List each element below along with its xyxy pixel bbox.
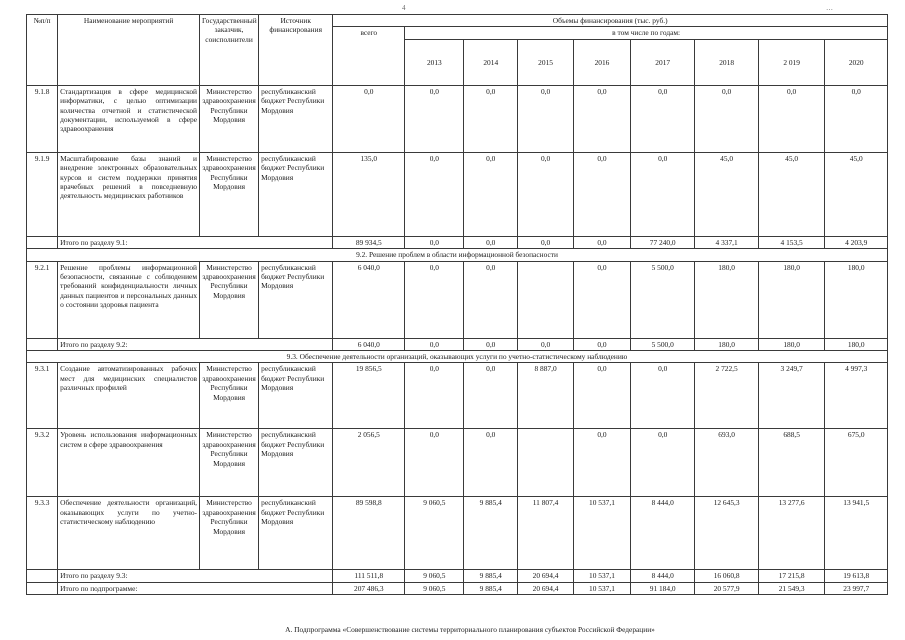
total-value: 111 511,8 bbox=[333, 570, 405, 582]
value-year: 0,0 bbox=[405, 85, 464, 152]
header-year: 2020 bbox=[825, 39, 888, 85]
total-value: 16 060,8 bbox=[695, 570, 758, 582]
header-year: 2014 bbox=[464, 39, 518, 85]
row-customer: Министерство здравоохранения Республики Мордовия bbox=[200, 429, 259, 497]
row-customer: Министерство здравоохранения Республики Мордовия bbox=[200, 152, 259, 236]
row-source: республиканский бюджет Республики Мордовия bbox=[259, 85, 333, 152]
row-source: республиканский бюджет Республики Мордовия bbox=[259, 152, 333, 236]
row-customer: Министерство здравоохранения Республики Мордовия bbox=[200, 261, 259, 338]
value-year: 0,0 bbox=[630, 152, 694, 236]
value-year: 0,0 bbox=[518, 85, 574, 152]
total-value: 20 577,9 bbox=[695, 582, 758, 594]
value-year: 12 645,3 bbox=[695, 497, 758, 570]
row-num: 9.3.2 bbox=[27, 429, 58, 497]
value-year: 11 807,4 bbox=[518, 497, 574, 570]
value-year: 0,0 bbox=[405, 152, 464, 236]
header-year: 2013 bbox=[405, 39, 464, 85]
header-year: 2017 bbox=[630, 39, 694, 85]
total-value: 180,0 bbox=[758, 338, 825, 350]
row-customer: Министерство здравоохранения Республики Мордовия bbox=[200, 497, 259, 570]
total-value: 0,0 bbox=[518, 338, 574, 350]
total-value: 207 486,3 bbox=[333, 582, 405, 594]
total-value: 9 060,5 bbox=[405, 570, 464, 582]
header-year: 2 019 bbox=[758, 39, 825, 85]
row-customer: Министерство здравоохранения Республики Мордовия bbox=[200, 363, 259, 429]
total-value: 89 934,5 bbox=[333, 236, 405, 248]
total-label: Итого по разделу 9.1: bbox=[58, 236, 333, 248]
total-value: 9 885,4 bbox=[464, 582, 518, 594]
total-value: 9 885,4 bbox=[464, 570, 518, 582]
subprogram-title: А. Подпрограмма «Совершенствование системы территориального планирования субъектов Российской Федерации» bbox=[285, 625, 655, 634]
value-year: 0,0 bbox=[574, 363, 631, 429]
value-year bbox=[518, 261, 574, 338]
total-row bbox=[27, 582, 888, 594]
total-row bbox=[27, 570, 888, 582]
value-year: 0,0 bbox=[695, 85, 758, 152]
value-year: 4 997,3 bbox=[825, 363, 888, 429]
total-value: 10 537,1 bbox=[574, 582, 631, 594]
header-num: №п/п bbox=[27, 15, 58, 86]
section-title: 9.2. Решение проблем в области информационной безопасности bbox=[27, 249, 888, 261]
row-name: Создание автоматизированных рабочих мест для медицинских специалистов различных профилей bbox=[58, 363, 200, 429]
value-total: 2 056,5 bbox=[333, 429, 405, 497]
value-year: 9 885,4 bbox=[464, 497, 518, 570]
value-year: 0,0 bbox=[574, 85, 631, 152]
row-name: Масштабирование базы знаний и внедрение электронных образовательных курсов и систем поддержки принятия врачебных решений в повседневную деятельность медицинских работников bbox=[58, 152, 200, 236]
value-year: 3 249,7 bbox=[758, 363, 825, 429]
total-value: 0,0 bbox=[405, 338, 464, 350]
total-value: 8 444,0 bbox=[630, 570, 694, 582]
total-value: 0,0 bbox=[574, 338, 631, 350]
row-source: республиканский бюджет Республики Мордовия bbox=[259, 261, 333, 338]
table-row bbox=[27, 261, 888, 338]
value-year: 0,0 bbox=[630, 85, 694, 152]
table-row bbox=[27, 497, 888, 570]
value-total: 0,0 bbox=[333, 85, 405, 152]
value-year: 0,0 bbox=[630, 429, 694, 497]
page-mark: 4 bbox=[402, 4, 406, 12]
table-row bbox=[27, 363, 888, 429]
value-year: 10 537,1 bbox=[574, 497, 631, 570]
page-mark: … bbox=[826, 4, 833, 12]
value-year: 688,5 bbox=[758, 429, 825, 497]
value-year: 0,0 bbox=[574, 261, 631, 338]
header-year: 2018 bbox=[695, 39, 758, 85]
section-title: 9.3. Обеспечение деятельности организаций, оказывающих услуги по учетно-статистическому наблюдению bbox=[27, 351, 888, 363]
total-value: 77 240,0 bbox=[630, 236, 694, 248]
table-row bbox=[27, 152, 888, 236]
value-year: 0,0 bbox=[518, 152, 574, 236]
value-year bbox=[518, 429, 574, 497]
value-year: 45,0 bbox=[758, 152, 825, 236]
total-value: 20 694,4 bbox=[518, 582, 574, 594]
header-by-years: в том числе по годам: bbox=[405, 27, 888, 39]
total-value: 5 500,0 bbox=[630, 338, 694, 350]
value-year: 693,0 bbox=[695, 429, 758, 497]
value-year: 0,0 bbox=[405, 363, 464, 429]
total-value: 21 549,3 bbox=[758, 582, 825, 594]
total-value: 23 997,7 bbox=[825, 582, 888, 594]
total-row bbox=[27, 338, 888, 350]
total-value: 180,0 bbox=[825, 338, 888, 350]
header-source: Источник финансирования bbox=[259, 15, 333, 86]
total-value: 0,0 bbox=[464, 236, 518, 248]
value-year: 8 887,0 bbox=[518, 363, 574, 429]
value-total: 135,0 bbox=[333, 152, 405, 236]
value-year: 45,0 bbox=[695, 152, 758, 236]
row-name: Обеспечение деятельности организаций, оказывающих услуги по учетно-статистическому наблюдению bbox=[58, 497, 200, 570]
row-source: республиканский бюджет Республики Мордовия bbox=[259, 429, 333, 497]
row-num: 9.1.8 bbox=[27, 85, 58, 152]
total-label: Итого по разделу 9.3: bbox=[58, 570, 333, 582]
total-value: 9 060,5 bbox=[405, 582, 464, 594]
value-year: 0,0 bbox=[464, 152, 518, 236]
row-name: Уровень использования информационных систем в сфере здравоохранения bbox=[58, 429, 200, 497]
value-total: 89 598,8 bbox=[333, 497, 405, 570]
value-year: 0,0 bbox=[758, 85, 825, 152]
row-num: 9.2.1 bbox=[27, 261, 58, 338]
row-source: республиканский бюджет Республики Мордовия bbox=[259, 497, 333, 570]
header-customer: Государственный заказчик, соисполнители bbox=[200, 15, 259, 86]
total-value: 6 040,0 bbox=[333, 338, 405, 350]
value-year: 180,0 bbox=[758, 261, 825, 338]
total-value: 0,0 bbox=[574, 236, 631, 248]
header-funding: Объемы финансирования (тыс. руб.) bbox=[333, 15, 888, 27]
value-year: 2 722,5 bbox=[695, 363, 758, 429]
value-year: 0,0 bbox=[464, 85, 518, 152]
value-year: 675,0 bbox=[825, 429, 888, 497]
header-total: всего bbox=[333, 27, 405, 85]
total-value: 91 184,0 bbox=[630, 582, 694, 594]
header-name: Наименование мероприятий bbox=[58, 15, 200, 86]
total-row bbox=[27, 236, 888, 248]
value-year: 0,0 bbox=[464, 261, 518, 338]
value-year: 0,0 bbox=[464, 363, 518, 429]
total-value: 17 215,8 bbox=[758, 570, 825, 582]
value-year: 0,0 bbox=[574, 429, 631, 497]
header-year: 2016 bbox=[574, 39, 631, 85]
total-value: 4 337,1 bbox=[695, 236, 758, 248]
value-year: 0,0 bbox=[630, 363, 694, 429]
value-year: 0,0 bbox=[464, 429, 518, 497]
value-year: 180,0 bbox=[825, 261, 888, 338]
header-year: 2015 bbox=[518, 39, 574, 85]
total-value: 10 537,1 bbox=[574, 570, 631, 582]
row-num: 9.1.9 bbox=[27, 152, 58, 236]
table-row bbox=[27, 85, 888, 152]
total-value: 0,0 bbox=[464, 338, 518, 350]
total-value: 0,0 bbox=[405, 236, 464, 248]
total-value: 180,0 bbox=[695, 338, 758, 350]
value-year: 8 444,0 bbox=[630, 497, 694, 570]
table-row bbox=[27, 429, 888, 497]
total-value: 4 203,9 bbox=[825, 236, 888, 248]
row-name: Решение проблемы информационной безопасности, связанные с соблюдением требований конфиденциальности личных данных пациентов и персональных данных о состоянии здоровья пациента bbox=[58, 261, 200, 338]
value-year: 0,0 bbox=[405, 261, 464, 338]
value-total: 19 856,5 bbox=[333, 363, 405, 429]
total-label: Итого по подпрограмме: bbox=[58, 582, 333, 594]
row-name: Стандартизация в сфере медицинской информатики, с целью оптимизации количества отчетной и статистической документации, используемой в сфере здравоохранения bbox=[58, 85, 200, 152]
total-value: 19 613,8 bbox=[825, 570, 888, 582]
total-value: 4 153,5 bbox=[758, 236, 825, 248]
value-year: 9 060,5 bbox=[405, 497, 464, 570]
row-num: 9.3.3 bbox=[27, 497, 58, 570]
value-year: 13 941,5 bbox=[825, 497, 888, 570]
row-source: республиканский бюджет Республики Мордовия bbox=[259, 363, 333, 429]
value-total: 6 040,0 bbox=[333, 261, 405, 338]
total-value: 0,0 bbox=[518, 236, 574, 248]
funding-table bbox=[26, 14, 888, 595]
value-year: 5 500,0 bbox=[630, 261, 694, 338]
value-year: 0,0 bbox=[405, 429, 464, 497]
row-customer: Министерство здравоохранения Республики Мордовия bbox=[200, 85, 259, 152]
value-year: 0,0 bbox=[825, 85, 888, 152]
row-num: 9.3.1 bbox=[27, 363, 58, 429]
total-value: 20 694,4 bbox=[518, 570, 574, 582]
value-year: 45,0 bbox=[825, 152, 888, 236]
total-label: Итого по разделу 9.2: bbox=[58, 338, 333, 350]
value-year: 0,0 bbox=[574, 152, 631, 236]
value-year: 13 277,6 bbox=[758, 497, 825, 570]
value-year: 180,0 bbox=[695, 261, 758, 338]
